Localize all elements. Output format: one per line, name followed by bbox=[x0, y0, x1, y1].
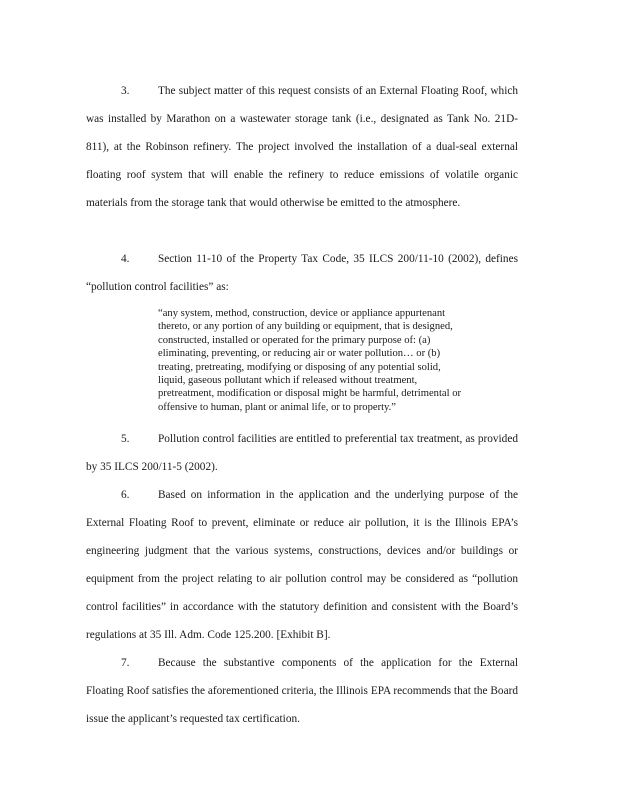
paragraph-text: Because the substantive components of the application for the External Floating Roof satisfies the aforementioned criteria, the Illinois EPA recommends that the Board issue the applicant’s requested tax certification. bbox=[86, 657, 518, 725]
paragraph-7 bbox=[86, 650, 518, 734]
paragraph-number: 5. bbox=[121, 433, 130, 445]
paragraph-text: The subject matter of this request consists of an External Floating Roof, which was installed by Marathon on a wastewater storage tank (i.e., designated as Tank No. 21D-811), at the Robinson refinery. The project involved the installation of a dual-seal external floating roof system that will enable the refinery to reduce emissions of volatile organic materials from the storage tank that would otherwise be emitted to the atmosphere. bbox=[86, 85, 518, 209]
paragraph-6 bbox=[86, 482, 518, 649]
paragraph-number: 3. bbox=[121, 85, 130, 97]
block-quote-definition: “any system, method, construction, device or appliance appurtenant thereto, or any portion of any building or equipment, that is designed, constructed, installed or operated for the primary purpose of: (a) eliminating, preventing, or reducing air or water pollution… or (b) treating, pretreating, modifying or disposing of any potential solid, liquid, gaseous pollutant which if released without treatment, pretreatment, modification or disposal might be harmful, detrimental or offensive to human, plant or animal life, or to property.” bbox=[158, 308, 462, 413]
paragraph-number: 6. bbox=[121, 489, 130, 501]
paragraph-4 bbox=[86, 246, 518, 302]
paragraph-text: Based on information in the application and the underlying purpose of the External Floating Roof to prevent, eliminate or reduce air pollution, it is the Illinois EPA’s engineering judgment that the various systems, constructions, devices and/or buildings or equipment from the project relating to air pollution control may be considered as “pollution control facilities” in accordance with the statutory definition and consistent with the Board’s regulations at 35 Ill. Adm. Code 125.200. [Exhibit B]. bbox=[86, 489, 518, 641]
paragraph-3 bbox=[86, 78, 518, 218]
paragraph-text: Section 11-10 of the Property Tax Code, 35 ILCS 200/11-10 (2002), defines “pollution control facilities” as: bbox=[86, 253, 518, 293]
paragraph-text: Pollution control facilities are entitled to preferential tax treatment, as provided by 35 ILCS 200/11-5 (2002). bbox=[86, 433, 518, 473]
paragraph-number: 7. bbox=[121, 657, 130, 669]
paragraph-number: 4. bbox=[121, 253, 130, 265]
paragraph-5 bbox=[86, 426, 518, 482]
